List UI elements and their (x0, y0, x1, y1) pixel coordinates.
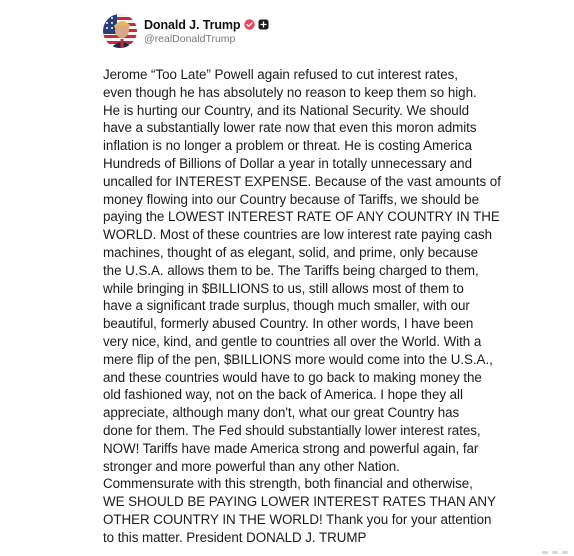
post-text-line: while bringing in $BILLIONS to us, still allows most of them to (103, 280, 464, 296)
post-text-line: very nice, kind, and gentle to countries all over the World. With a (103, 333, 482, 349)
display-name[interactable]: Donald J. Trump (144, 17, 241, 32)
carousel-dot (552, 551, 558, 554)
post-text-line: old fashioned way, not on the back of America. I hope they all (103, 387, 463, 403)
name-row (144, 18, 269, 32)
post-text-line: machines, thought of as elegant, solid, and prime, only because (103, 244, 478, 260)
post-text-line: have a substantially lower rate now that even this moron admits (103, 120, 477, 136)
avatar[interactable] (103, 14, 137, 48)
carousel-dot (542, 551, 548, 554)
post-text-line: even though he has absolutely no reason to keep them so high. (103, 84, 477, 100)
post-header (103, 14, 269, 48)
carousel-indicator (542, 551, 568, 554)
author-info (144, 18, 269, 45)
post-text-line: stronger and more powerful than any other Nation. (103, 458, 400, 474)
post-text-line: and these countries would have to go back to making money the (103, 369, 482, 385)
carousel-dot (562, 551, 568, 554)
post-text-line: paying the LOWEST INTEREST RATE OF ANY COUNTRY IN THE (103, 209, 500, 225)
post-body (103, 66, 501, 547)
post-text-line: done for them. The Fed should substantially lower interest rates, (103, 422, 481, 438)
handle[interactable]: @realDonaldTrump (144, 32, 236, 45)
post-text-line: have a significant trade surplus, though much smaller, with our (103, 298, 470, 314)
post-text-line: He is hurting our Country, and its National Security. We should (103, 102, 470, 118)
post-text-line: uncalled for INTEREST EXPENSE. Because of the vast amounts of (103, 173, 501, 189)
post-text-line: mere flip of the pen, $BILLIONS more would come into the U.S.A., (103, 351, 493, 367)
post-text-line: NOW! Tariffs have made America strong and powerful again, far (103, 440, 479, 456)
post-text-line: beautiful, formerly abused Country. In other words, I have been (103, 316, 474, 332)
post-text-line: inflation is no longer a problem or threat. He is costing America (103, 138, 472, 154)
post-text-line: appreciate, although many don't, what our great Country has (103, 405, 460, 421)
post-text-line: WORLD. Most of these countries are low interest rate paying cash (103, 227, 493, 243)
post-text-line: WE SHOULD BE PAYING LOWER INTEREST RATES THAN ANY (103, 494, 496, 510)
post-text-line: to this matter. President DONALD J. TRUMP (103, 529, 367, 545)
post-text-line: the U.S.A. allows them to be. The Tariffs being charged to them, (103, 262, 479, 278)
verified-badge-icon (244, 19, 255, 30)
post-text-line: Jerome “Too Late” Powell again refused to cut interest rates, (103, 67, 458, 82)
plus-square-icon[interactable] (258, 19, 269, 30)
post-text-line: Hundreds of Billions of Dollar a year in totally unnecessary and (103, 155, 472, 171)
post-text-line: Commensurate with this strength, both financial and otherwise, (103, 476, 473, 492)
post-text-line: money flowing into our Country because of Tariffs, we should be (103, 191, 479, 207)
post-text-line: OTHER COUNTRY IN THE WORLD! Thank you for your attention (103, 511, 492, 527)
